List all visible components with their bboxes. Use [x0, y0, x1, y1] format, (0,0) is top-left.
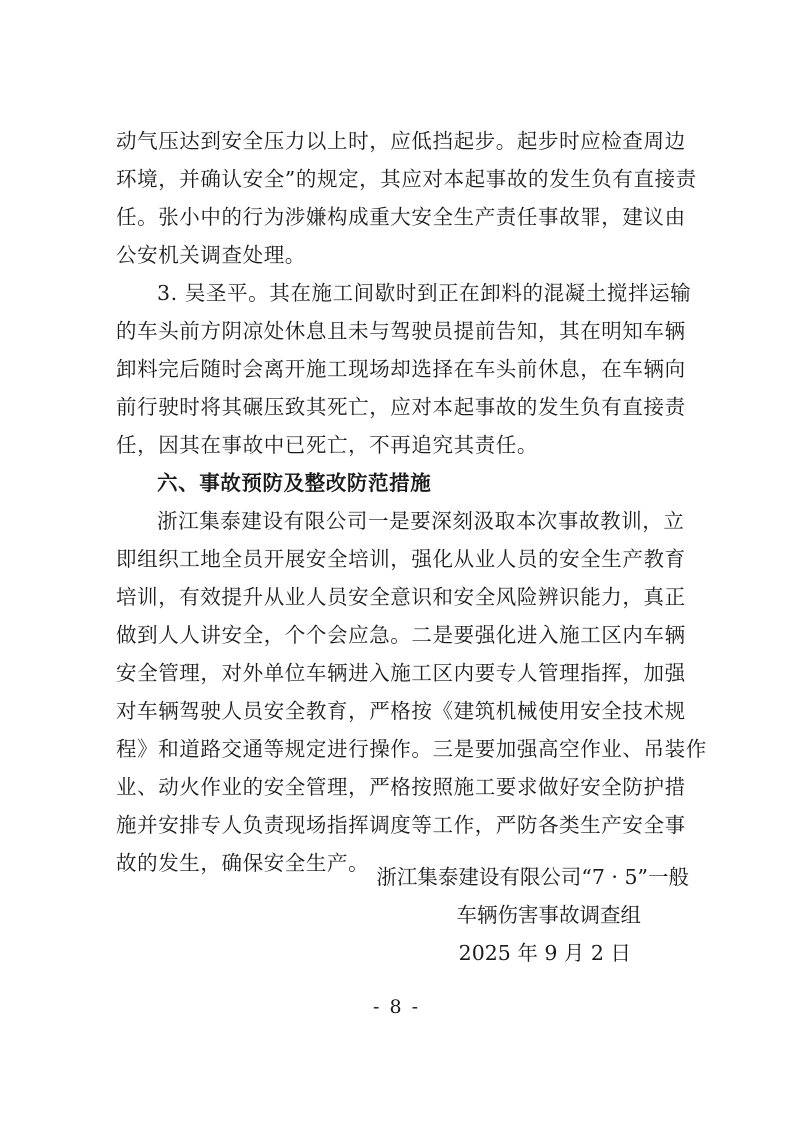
signature-org-line1: 浙江集泰建设有限公司“7 · 5”一般: [376, 865, 689, 889]
body-line: 业、动火作业的安全管理，严格按照施工要求做好安全防护措: [116, 775, 686, 799]
body-line: 环境，并确认安全”的规定，其应对本起事故的发生负有直接责: [116, 167, 697, 191]
signature-block: [376, 858, 689, 972]
body-line: 前行驶时将其碾压致其死亡，应对本起事故的发生负有直接责: [116, 395, 686, 419]
body-line: 动气压达到安全压力以上时，应低挡起步。起步时应检查周边: [116, 129, 686, 153]
body-line: 即组织工地全员开展安全培训，强化从业人员的安全生产教育: [116, 547, 686, 571]
body-line: 安全管理，对外单位车辆进入施工区内要专人管理指挥，加强: [116, 661, 686, 685]
signature-date: 2025 年 9 月 2 日: [458, 941, 631, 965]
body-line: 公安机关调查处理。: [116, 243, 306, 267]
body-line: 做到人人讲安全，个个会应急。二是要强化进入施工区内车辆: [116, 623, 686, 647]
body-line: 施并安排专人负责现场指挥调度等工作，严防各类生产安全事: [116, 813, 686, 837]
signature-org-line2: 车辆伤害事故调查组: [456, 903, 641, 927]
document-body: [116, 122, 707, 882]
body-line: 故的发生，确保安全生产。: [116, 851, 370, 875]
body-line: 对车辆驾驶人员安全教育，严格按《建筑机械使用安全技术规: [116, 699, 686, 723]
body-line: 的车头前方阴凉处休息且未与驾驶员提前告知，其在明知车辆: [116, 319, 686, 343]
page-number: - 8 -: [372, 996, 420, 1018]
section-heading: 六、事故预防及整改防范措施: [157, 471, 432, 495]
body-line: 浙江集泰建设有限公司一是要深刻汲取本次事故教训，立: [157, 509, 685, 533]
body-line: 3. 吴圣平。其在施工间歇时到正在卸料的混凝土搅拌运输: [157, 281, 692, 305]
body-line: 卸料完后随时会离开施工现场却选择在车头前休息，在车辆向: [116, 357, 686, 381]
body-line: 任。张小中的行为涉嫌构成重大安全生产责任事故罪，建议由: [116, 205, 686, 229]
body-line: 培训，有效提升从业人员安全意识和安全风险辨识能力，真正: [116, 585, 686, 609]
body-line: 任，因其在事故中已死亡，不再追究其责任。: [116, 433, 538, 457]
body-line: 程》和道路交通等规定进行操作。三是要加强高空作业、吊装作: [116, 737, 707, 761]
